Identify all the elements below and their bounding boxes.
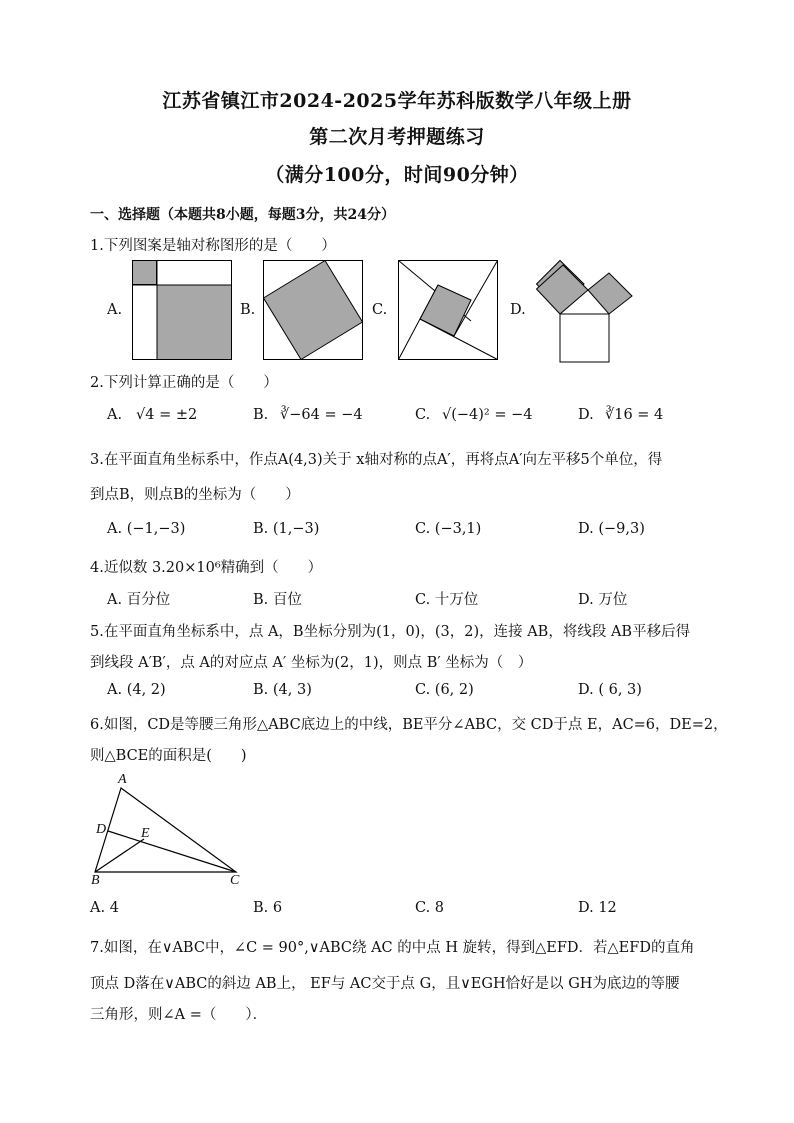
q2-option-b-expr: ∛−64 = −4 bbox=[280, 407, 363, 423]
q6-option-b: B. 6 bbox=[253, 900, 283, 916]
q1-figure-d bbox=[536, 260, 636, 364]
section-heading: 一、选择题（本题共8小题，每题3分，共24分） bbox=[90, 207, 395, 223]
q3-option-d: D. (−9,3) bbox=[578, 521, 645, 537]
q6-line2: 则△BCE的面积是( ) bbox=[90, 748, 247, 764]
q1-stem: 1.下列图案是轴对称图形的是（ ） bbox=[90, 238, 336, 254]
q6-option-d: D. 12 bbox=[578, 900, 617, 916]
doc-subtitle: 第二次月考押题练习 bbox=[309, 126, 485, 148]
q6-point-c: C bbox=[230, 873, 240, 888]
q1-option-c-label: C. bbox=[372, 302, 388, 318]
q2-option-b-label: B. bbox=[253, 407, 269, 423]
doc-score-time: （满分100分，时间90分钟） bbox=[265, 164, 529, 186]
q5-option-b: B. (4, 3) bbox=[253, 682, 312, 698]
q1-figure-a bbox=[132, 260, 232, 360]
q3-option-b: B. (1,−3) bbox=[253, 521, 320, 537]
q1-option-d-label: D. bbox=[510, 302, 526, 318]
q3-line1: 3.在平面直角坐标系中，作点A(4,3)关于 x轴对称的点A′，再将点A′向左平移5个单位，得 bbox=[90, 452, 663, 468]
q1-option-b-label: B. bbox=[240, 302, 256, 318]
q2-stem: 2.下列计算正确的是（ ） bbox=[90, 375, 278, 391]
q5-line2: 到线段 A′B′，点 A的对应点 A′ 坐标为(2，1)，则点 B′ 坐标为（ ） bbox=[90, 655, 533, 671]
q2-option-a-expr: √4 = ±2 bbox=[136, 407, 198, 423]
q4-option-c: C. 十万位 bbox=[415, 592, 479, 608]
doc-title: 江苏省镇江市2024-2025学年苏科版数学八年级上册 bbox=[162, 90, 632, 112]
q2-option-d-label: D. bbox=[578, 407, 594, 423]
q7-line3: 三角形，则∠A =（ ）． bbox=[90, 1007, 268, 1023]
q7-line2: 顶点 D落在∨ABC的斜边 AB上， EF与 AC交于点 G，且∨EGH恰好是以 GH为底边的等腰 bbox=[90, 976, 680, 992]
q1-figure-b bbox=[263, 260, 363, 360]
q7-line1: 7.如图，在∨ABC中，∠C = 90°,∨ABC绕 AC 的中点 H 旋转，得到△EFD．若△EFD的直角 bbox=[90, 940, 695, 956]
q2-option-a-label: A. bbox=[107, 407, 123, 423]
q2-option-c-expr: √(−4)² = −4 bbox=[442, 407, 533, 423]
q3-option-c: C. (−3,1) bbox=[415, 521, 482, 537]
q6-point-e: E bbox=[141, 826, 150, 841]
q1-figure-c bbox=[398, 260, 498, 360]
q4-stem: 4.近似数 3.20×10⁶精确到（ ） bbox=[90, 560, 323, 576]
q6-option-a: A. 4 bbox=[90, 900, 119, 916]
q2-option-d-expr: ∛16 = 4 bbox=[605, 407, 664, 423]
q3-line2: 到点B，则点B的坐标为（ ） bbox=[90, 487, 300, 503]
q6-triangle-figure bbox=[90, 770, 250, 890]
q5-option-c: C. (6, 2) bbox=[415, 682, 474, 698]
q5-option-d: D. ( 6, 3) bbox=[578, 682, 642, 698]
q6-point-b: B bbox=[91, 873, 100, 888]
q6-point-a: A bbox=[118, 772, 127, 787]
q4-option-d: D. 万位 bbox=[578, 592, 628, 608]
q5-line1: 5.在平面直角坐标系中，点 A，B坐标分别为(1，0)，(3，2)，连接 AB，将线段 AB平移后得 bbox=[90, 624, 691, 640]
q4-option-b: B. 百位 bbox=[253, 592, 302, 608]
q6-line1: 6.如图，CD是等腰三角形△ABC底边上的中线，BE平分∠ABC，交 CD于点 E，AC=6，DE=2， bbox=[90, 717, 728, 733]
q4-option-a: A. 百分位 bbox=[107, 592, 171, 608]
q2-option-c-label: C. bbox=[415, 407, 431, 423]
q1-option-a-label: A. bbox=[107, 302, 123, 318]
q6-point-d: D bbox=[96, 822, 107, 837]
q5-option-a: A. (4, 2) bbox=[107, 682, 166, 698]
q3-option-a: A. (−1,−3) bbox=[107, 521, 186, 537]
q6-option-c: C. 8 bbox=[415, 900, 445, 916]
